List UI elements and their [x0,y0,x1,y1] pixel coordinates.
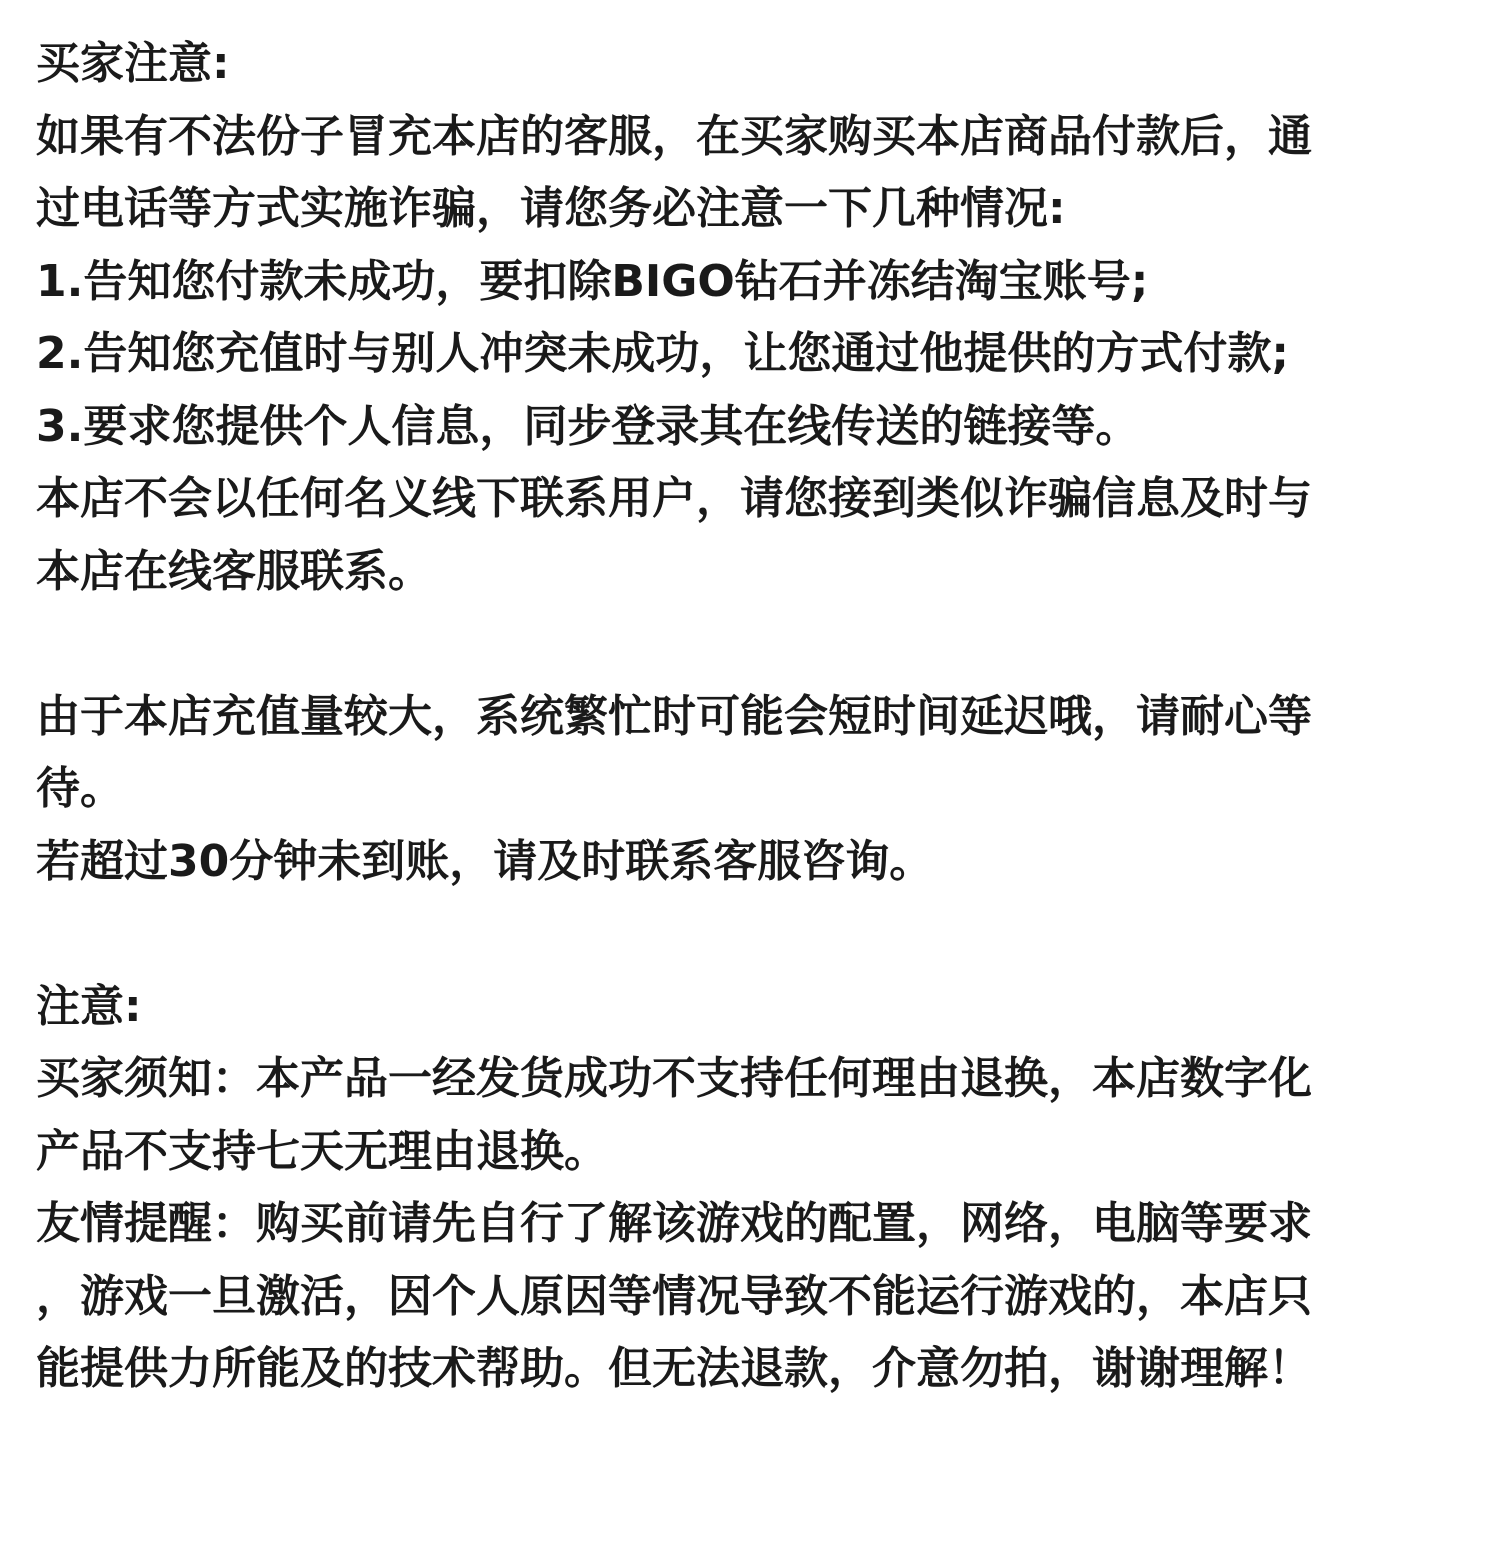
delay-notice-section [36,681,1456,899]
notice-line: 过电话等方式实施诈骗，请您务必注意一下几种情况: [36,183,1066,234]
section-spacer [36,898,1456,971]
delay-line: 若超过30分钟未到账，请及时联系客服咨询。 [36,835,934,887]
delay-line: 由于本店充值量较大，系统繁忙时可能会短时间延迟哦，请耐心等 [36,690,1312,742]
buyer-notice-heading: 买家注意: [36,38,230,89]
notice-line: 1.告知您付款未成功，要扣除BIGO钻石并冻结淘宝账号; [36,255,1149,307]
policy-line: 产品不支持七天无理由退换。 [36,1125,608,1177]
notice-line: 3.要求您提供个人信息，同步登录其在线传送的链接等。 [36,400,1140,452]
notice-line: 2.告知您充值时与别人冲突未成功，让您通过他提供的方式付款; [36,328,1289,379]
notice-line: 本店不会以任何名义线下联系用户，请您接到类似诈骗信息及时与 [36,473,1312,524]
refund-policy-section [36,971,1456,1406]
notice-document [36,28,1456,1406]
policy-line: 能提供力所能及的技术帮助。但无法退款，介意勿拍，谢谢理解！ [36,1343,1312,1394]
policy-line: 买家须知：本产品一经发货成功不支持任何理由退换，本店数字化 [36,1053,1312,1104]
section-spacer [36,608,1456,681]
notice-line: 本店在线客服联系。 [36,545,432,597]
notice-line: 如果有不法份子冒充本店的客服，在买家购买本店商品付款后，通 [36,110,1312,162]
policy-line: ，游戏一旦激活，因个人原因等情况导致不能运行游戏的，本店只 [36,1270,1312,1322]
buyer-notice-section [36,28,1456,608]
policy-line: 友情提醒：购买前请先自行了解该游戏的配置，网络，电脑等要求 [36,1198,1312,1249]
refund-policy-heading: 注意: [36,980,142,1032]
delay-line: 待。 [36,763,124,814]
